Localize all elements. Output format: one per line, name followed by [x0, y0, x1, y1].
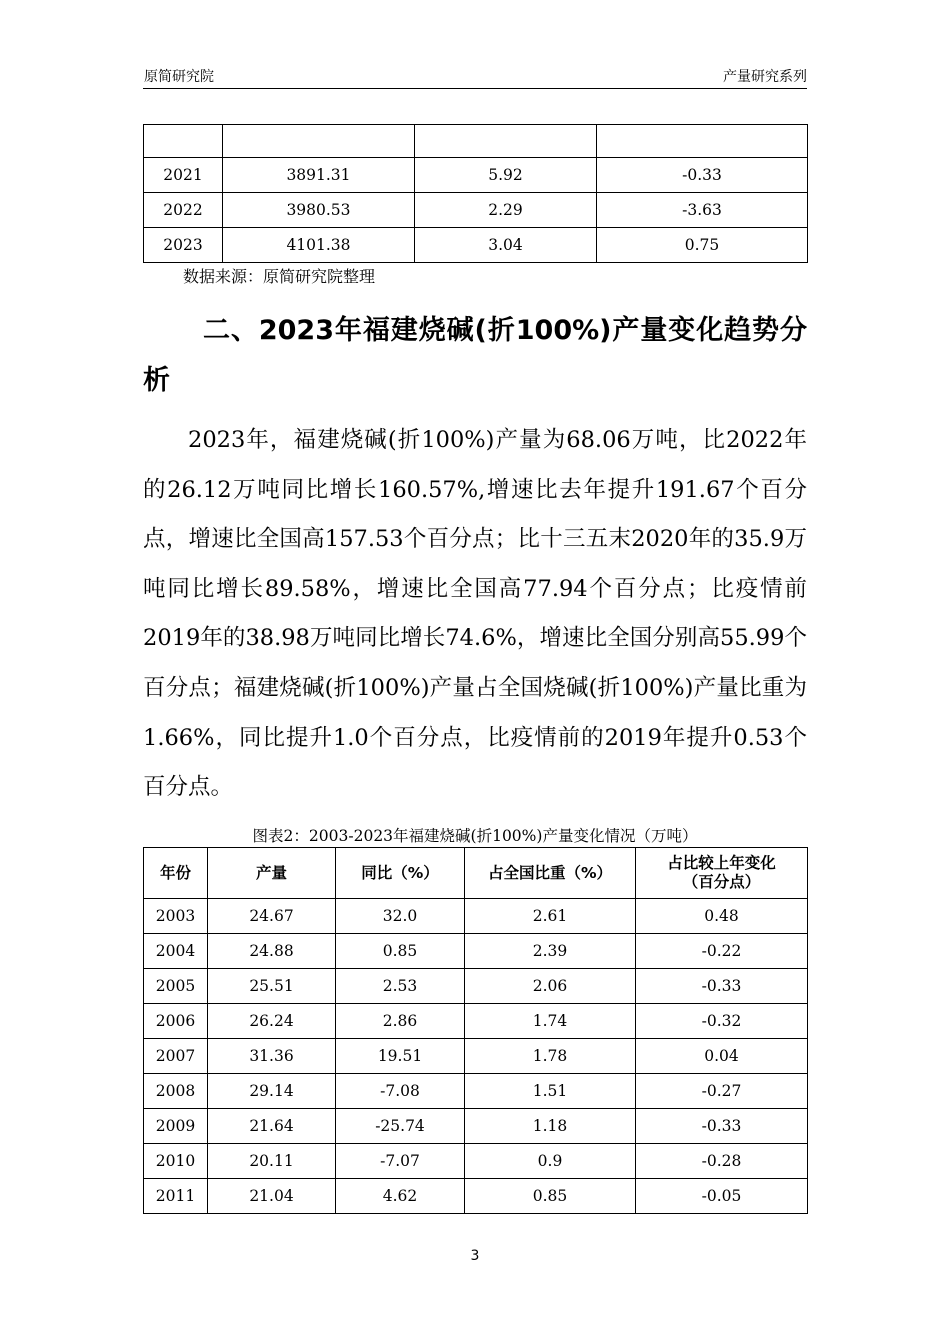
table-row — [144, 934, 808, 969]
table-cell: 2006 — [144, 1004, 208, 1039]
table-cell — [415, 125, 597, 158]
table-cell: 2.06 — [465, 969, 636, 1004]
header-yoy: 同比（%） — [336, 848, 465, 899]
table-cell: 1.74 — [465, 1004, 636, 1039]
table-cell: 31.36 — [208, 1039, 336, 1074]
table-row — [144, 1004, 808, 1039]
table-row — [144, 1144, 808, 1179]
table-cell: 0.85 — [336, 934, 465, 969]
table-cell: 2005 — [144, 969, 208, 1004]
table-cell: -0.22 — [636, 934, 808, 969]
table-cell: 2023 — [144, 228, 223, 263]
table-cell: 2004 — [144, 934, 208, 969]
header-output: 产量 — [208, 848, 336, 899]
table-cell: 26.24 — [208, 1004, 336, 1039]
table-row — [144, 158, 808, 193]
table-caption: 图表2：2003-2023年福建烧碱(折100%)产量变化情况（万吨） — [252, 827, 698, 845]
page-number: 3 — [470, 1248, 480, 1264]
table-cell: 21.04 — [208, 1179, 336, 1214]
table-row — [144, 1109, 808, 1144]
table-cell: -3.63 — [597, 193, 808, 228]
table-cell: 32.0 — [336, 899, 465, 934]
table-cell: 2021 — [144, 158, 223, 193]
table-cell: -7.07 — [336, 1144, 465, 1179]
table-cell: 0.9 — [465, 1144, 636, 1179]
table-cell: 2.39 — [465, 934, 636, 969]
table-cell: 2008 — [144, 1074, 208, 1109]
table-cell: -0.32 — [636, 1004, 808, 1039]
table-row — [144, 125, 808, 158]
table-cell: 2.61 — [465, 899, 636, 934]
table-row — [144, 193, 808, 228]
table-cell: -0.28 — [636, 1144, 808, 1179]
table-row — [144, 1179, 808, 1214]
table-cell: 2.53 — [336, 969, 465, 1004]
data-source-note: 数据来源：原简研究院整理 — [183, 267, 376, 286]
table-cell: 2011 — [144, 1179, 208, 1214]
table-cell — [223, 125, 415, 158]
table-row — [144, 899, 808, 934]
table-continued — [143, 124, 808, 263]
table-cell: -7.08 — [336, 1074, 465, 1109]
table-cell: -0.27 — [636, 1074, 808, 1109]
header-org: 原简研究院 — [144, 69, 214, 85]
header-series: 产量研究系列 — [723, 69, 807, 85]
table-cell: 1.18 — [465, 1109, 636, 1144]
header-share: 占全国比重（%） — [465, 848, 636, 899]
table-cell: 21.64 — [208, 1109, 336, 1144]
table-cell: 3980.53 — [223, 193, 415, 228]
section-title: 二、2023年福建烧碱(折100%)产量变化趋势分析 — [143, 315, 807, 396]
table-cell: 4.62 — [336, 1179, 465, 1214]
table-cell: 19.51 — [336, 1039, 465, 1074]
table-cell: 3891.31 — [223, 158, 415, 193]
header-year: 年份 — [144, 848, 208, 899]
header-divider — [143, 88, 807, 89]
table-row — [144, 1039, 808, 1074]
table-cell: -0.33 — [636, 1109, 808, 1144]
table-cell: 24.88 — [208, 934, 336, 969]
table-header-row — [144, 848, 808, 899]
table-cell: 2.29 — [415, 193, 597, 228]
header-share-change — [636, 848, 808, 899]
table-cell: 2010 — [144, 1144, 208, 1179]
table-cell: -0.05 — [636, 1179, 808, 1214]
table-cell: 0.48 — [636, 899, 808, 934]
table-cell: 0.85 — [465, 1179, 636, 1214]
table-cell: 4101.38 — [223, 228, 415, 263]
table-cell: 20.11 — [208, 1144, 336, 1179]
table-cell — [597, 125, 808, 158]
table-cell: 24.67 — [208, 899, 336, 934]
table-cell: -0.33 — [636, 969, 808, 1004]
table-cell: 1.51 — [465, 1074, 636, 1109]
table-cell: 2022 — [144, 193, 223, 228]
table-cell — [144, 125, 223, 158]
table-cell: 3.04 — [415, 228, 597, 263]
body-paragraph: 2023年，福建烧碱(折100%)产量为68.06万吨，比2022年的26.12万吨同比增长160.57%,增速比去年提升191.67个百分点，增速比全国高157.53个百分点；比十三五末2020年的35.9万吨同比增长89.58%，增速比全国高77.94个百分点；比疫情前2019年的38.98万吨同比增长74.6%，增速比全国分别高55.99个百分点；福建烧碱(折100%)产量占全国烧碱(折100%)产量比重为1.66%，同比提升1.0个百分点，比疫情前的2019年提升0.53个百分点。 — [143, 427, 807, 801]
table-cell: 29.14 — [208, 1074, 336, 1109]
table-row — [144, 1074, 808, 1109]
table-cell: 2.86 — [336, 1004, 465, 1039]
production-table — [143, 847, 808, 1214]
table-cell: 25.51 — [208, 969, 336, 1004]
table-cell: -0.33 — [597, 158, 808, 193]
table-cell: 2009 — [144, 1109, 208, 1144]
header-share-change-line2: （百分点） — [682, 873, 761, 891]
table-cell: 0.04 — [636, 1039, 808, 1074]
table-cell: -25.74 — [336, 1109, 465, 1144]
header-share-change-line1: 占比较上年变化 — [667, 854, 776, 872]
table-cell: 0.75 — [597, 228, 808, 263]
table-row — [144, 228, 808, 263]
table-cell: 1.78 — [465, 1039, 636, 1074]
table-cell: 2003 — [144, 899, 208, 934]
table-row — [144, 969, 808, 1004]
table-cell: 2007 — [144, 1039, 208, 1074]
table-cell: 5.92 — [415, 158, 597, 193]
